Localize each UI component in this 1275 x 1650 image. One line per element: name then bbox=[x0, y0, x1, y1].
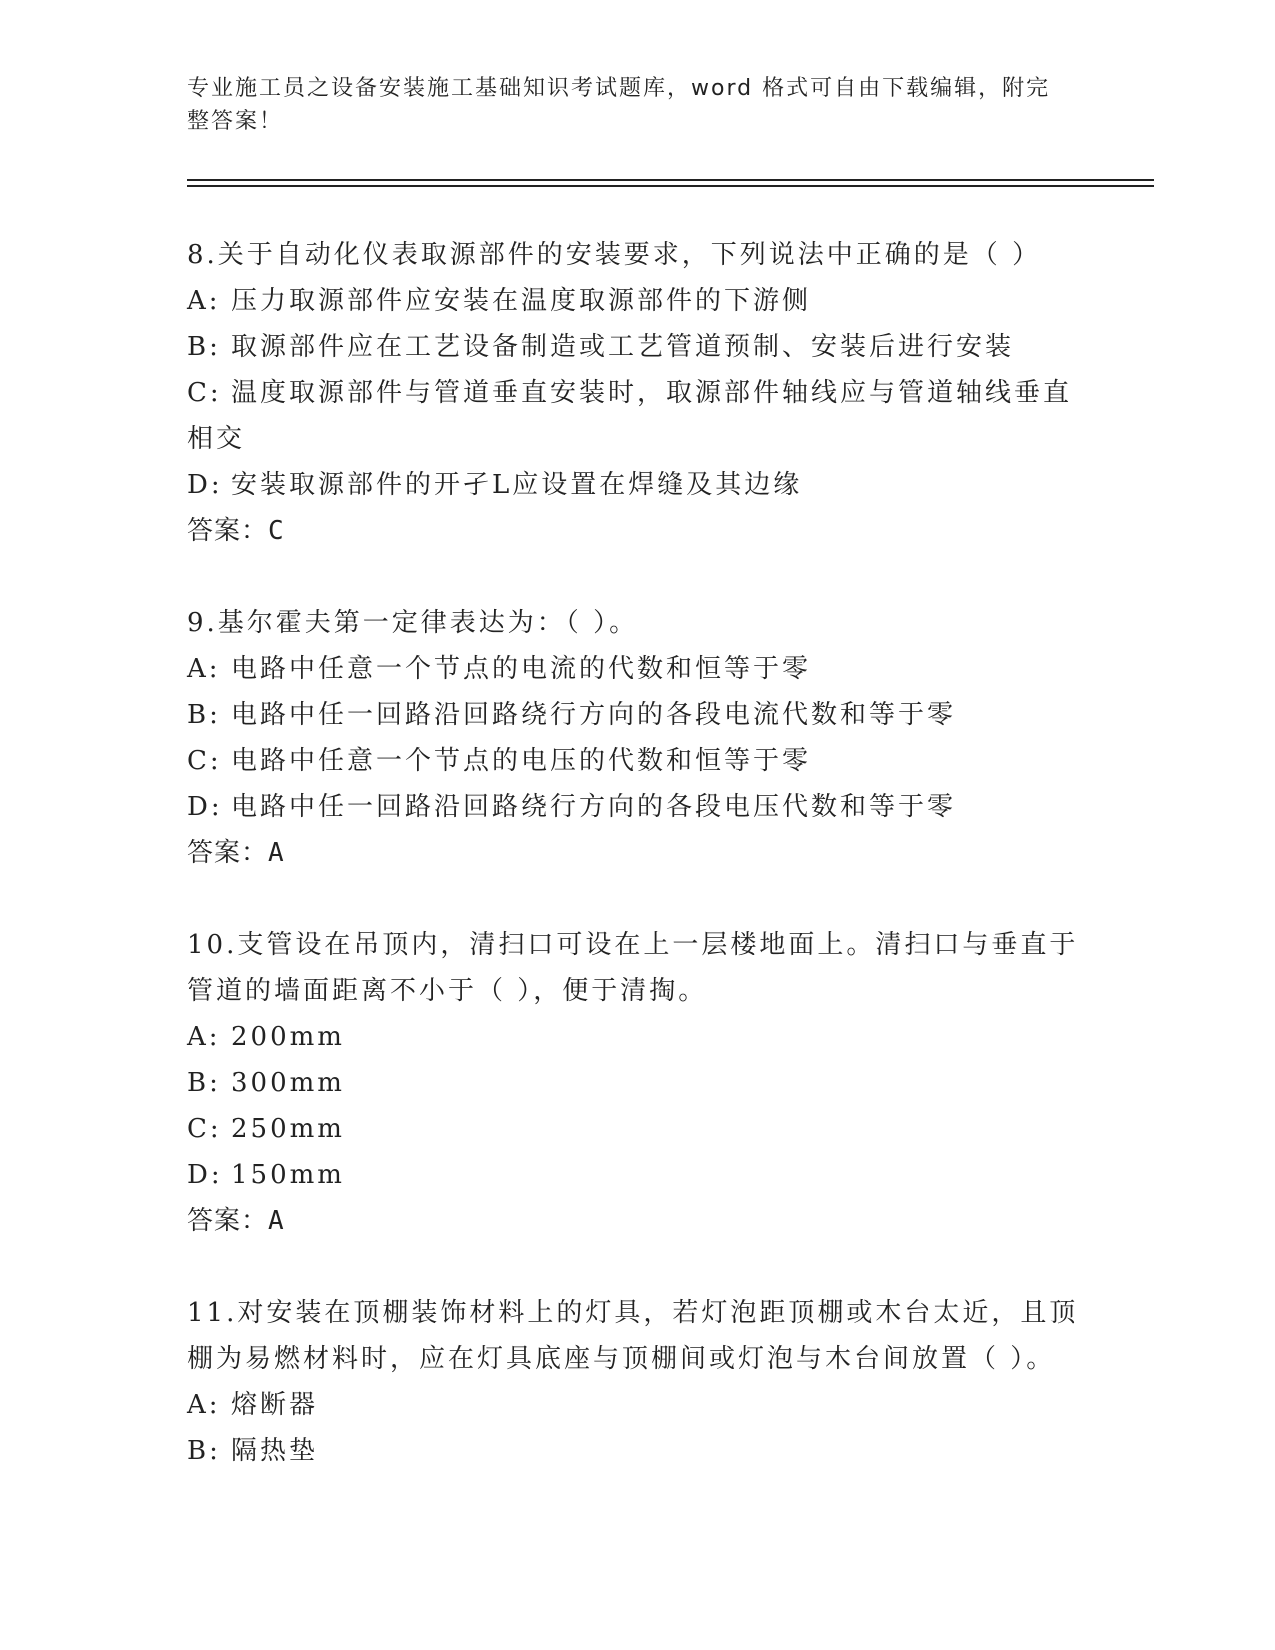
option-label: B: bbox=[187, 1436, 221, 1466]
option-text: 250mm bbox=[231, 1114, 345, 1144]
option-text: 200mm bbox=[231, 1022, 345, 1052]
answer-text: 答案：A bbox=[187, 838, 285, 868]
option-text: 隔热垫 bbox=[231, 1436, 319, 1466]
option-text: 熔断器 bbox=[231, 1390, 319, 1420]
option-label: C: bbox=[187, 746, 222, 776]
option-label: C: bbox=[187, 1114, 222, 1144]
option-a bbox=[187, 1014, 1087, 1060]
option-b bbox=[187, 324, 1087, 370]
option-d bbox=[187, 462, 1087, 508]
question-stem: 11.对安装在顶棚装饰材料上的灯具，若灯泡距顶棚或木台太近，且顶棚为易燃材料时，应在灯具底座与顶棚间或灯泡与木台间放置（ ）。 bbox=[187, 1298, 1079, 1374]
option-c bbox=[187, 370, 1087, 462]
option-label: D: bbox=[187, 792, 223, 822]
document-header: 专业施工员之设备安装施工基础知识考试题库，word 格式可自由下载编辑，附完整答案！ bbox=[187, 76, 1051, 134]
header-divider-secondary bbox=[187, 185, 1154, 187]
option-label: D: bbox=[187, 470, 223, 500]
option-label: B: bbox=[187, 700, 221, 730]
question-9 bbox=[187, 600, 1087, 876]
option-b bbox=[187, 1060, 1087, 1106]
option-d bbox=[187, 784, 1087, 830]
option-label: A: bbox=[187, 1390, 221, 1420]
option-b bbox=[187, 692, 1087, 738]
option-text: 电路中任意一个节点的电流的代数和恒等于零 bbox=[231, 654, 812, 684]
question-stem: 8.关于自动化仪表取源部件的安装要求，下列说法中正确的是（ ） bbox=[187, 240, 1042, 270]
option-label: A: bbox=[187, 1022, 221, 1052]
option-a bbox=[187, 646, 1087, 692]
option-text: 温度取源部件与管道垂直安装时，取源部件轴线应与管道轴线垂直相交 bbox=[187, 378, 1073, 454]
option-text: 300mm bbox=[231, 1068, 345, 1098]
question-8 bbox=[187, 232, 1087, 554]
option-label: A: bbox=[187, 286, 221, 316]
option-text: 电路中任意一个节点的电压的代数和恒等于零 bbox=[231, 746, 812, 776]
question-10 bbox=[187, 922, 1087, 1244]
question-stem: 9.基尔霍夫第一定律表达为：（ ）。 bbox=[187, 608, 639, 638]
option-label: C: bbox=[187, 378, 222, 408]
option-a bbox=[187, 278, 1087, 324]
answer-text: 答案：C bbox=[187, 516, 285, 546]
option-c bbox=[187, 738, 1087, 784]
option-c bbox=[187, 1106, 1087, 1152]
question-list bbox=[187, 232, 1087, 1520]
option-label: B: bbox=[187, 332, 221, 362]
question-stem: 10.支管设在吊顶内，清扫口可设在上一层楼地面上。清扫口与垂直于管道的墙面距离不小于（ ），便于清掏。 bbox=[187, 930, 1079, 1006]
option-a bbox=[187, 1382, 1087, 1428]
option-text: 电路中任一回路沿回路绕行方向的各段电压代数和等于零 bbox=[231, 792, 957, 822]
option-text: 电路中任一回路沿回路绕行方向的各段电流代数和等于零 bbox=[231, 700, 957, 730]
header-divider bbox=[187, 179, 1154, 181]
option-label: A: bbox=[187, 654, 221, 684]
answer-text: 答案：A bbox=[187, 1206, 285, 1236]
option-text: 压力取源部件应安装在温度取源部件的下游侧 bbox=[231, 286, 812, 316]
option-label: B: bbox=[187, 1068, 221, 1098]
option-text: 安装取源部件的开孑L应设置在焊缝及其边缘 bbox=[231, 470, 803, 500]
option-d bbox=[187, 1152, 1087, 1198]
option-label: D: bbox=[187, 1160, 223, 1190]
option-text: 取源部件应在工艺设备制造或工艺管道预制、安装后进行安装 bbox=[231, 332, 1015, 362]
option-text: 150mm bbox=[231, 1160, 345, 1190]
question-11 bbox=[187, 1290, 1087, 1474]
option-b bbox=[187, 1428, 1087, 1474]
